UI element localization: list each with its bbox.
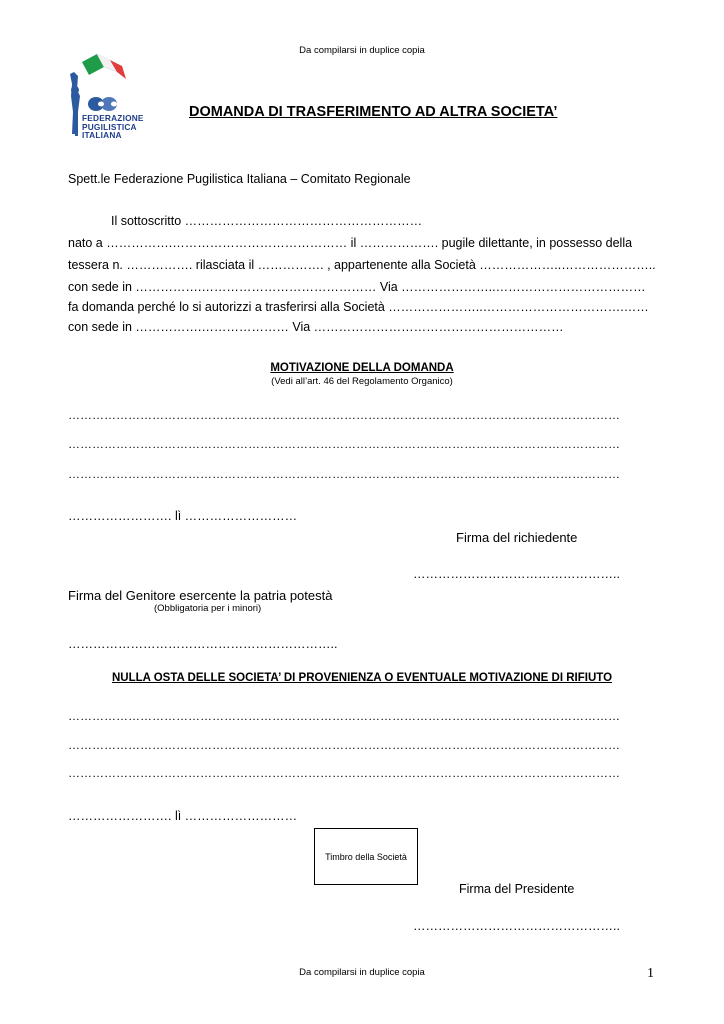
parent-signature-note: (Obbligatoria per i minori) [154,603,262,614]
parent-signature-line[interactable]: ……………………………………………………….. [68,637,338,651]
form-line-birth[interactable]: nato a …………….…………………………………… il ………………. pugile dilettante, in possesso della [68,236,633,250]
nulla-osta-line-3[interactable]: ………………………………………………………………………………………………………………………… [68,766,620,780]
nulla-osta-line-2[interactable]: ………………………………………………………………………………………………………………………… [68,738,620,752]
president-signature-line[interactable]: ………………………………………….. [413,919,620,933]
footer-note: Da compilarsi in duplice copia [299,967,425,978]
parent-signature-label: Firma del Genitore esercente la patria potestà [68,588,333,603]
page-number: 1 [647,966,654,981]
fpi-logo [62,52,152,144]
applicant-signature-label: Firma del richiedente [456,530,578,545]
form-line-card[interactable]: tessera n. ……………. rilasciata il ……………. , appartenente alla Società ………………..………………….. [68,258,656,272]
motivation-heading: MOTIVAZIONE DELLA DOMANDA [270,362,454,374]
applicant-signature-line[interactable]: ………………………………………….. [413,567,620,581]
form-line-current-seat[interactable]: con sede in …………….…………………………………… Via …………………..……………………………… [68,280,646,294]
header-note: Da compilarsi in duplice copia [299,45,425,56]
logo-line-3: ITALIANA [82,130,122,141]
nulla-osta-heading: NULLA OSTA DELLE SOCIETA’ DI PROVENIENZA O EVENTUALE MOTIVAZIONE DI RIFIUTO [111,672,613,684]
motivation-subheading: (Vedi all’art. 46 del Regolamento Organico) [271,376,453,387]
form-line-undersigned[interactable]: Il sottoscritto ………………………………………………… [111,214,423,228]
document-title: DOMANDA DI TRASFERIMENTO AD ALTRA SOCIETA’ [189,104,558,120]
form-line-request[interactable]: fa domanda perché lo si autorizzi a trasferirsi alla Società …………………..…………………………….…… [68,300,649,314]
recipient-line: Spett.le Federazione Pugilistica Italiana – Comitato Regionale [68,172,411,186]
form-line-new-seat[interactable]: con sede in …………….………………… Via …………………………………………………… [68,320,564,334]
motivation-line-3[interactable]: ………………………………………………………………………………………………………………………… [68,467,620,481]
stamp-label: Timbro della Società [325,852,407,862]
president-signature-label: Firma del Presidente [459,882,575,896]
nulla-osta-line-1[interactable]: ………………………………………………………………………………………………………………………… [68,709,620,723]
logo-line-2: PUGILISTICA [82,121,137,132]
nulla-osta-date-line[interactable]: ……………………. lì ……………………… [68,809,298,823]
motivation-date-line[interactable]: ……………………. lì ……………………… [68,509,298,523]
society-stamp-box [314,828,418,885]
motivation-line-2[interactable]: ………………………………………………………………………………………………………………………… [68,437,620,451]
motivation-line-1[interactable]: ………………………………………………………………………………………………………………………… [68,408,620,422]
logo-line-1: FEDERAZIONE [82,113,144,123]
